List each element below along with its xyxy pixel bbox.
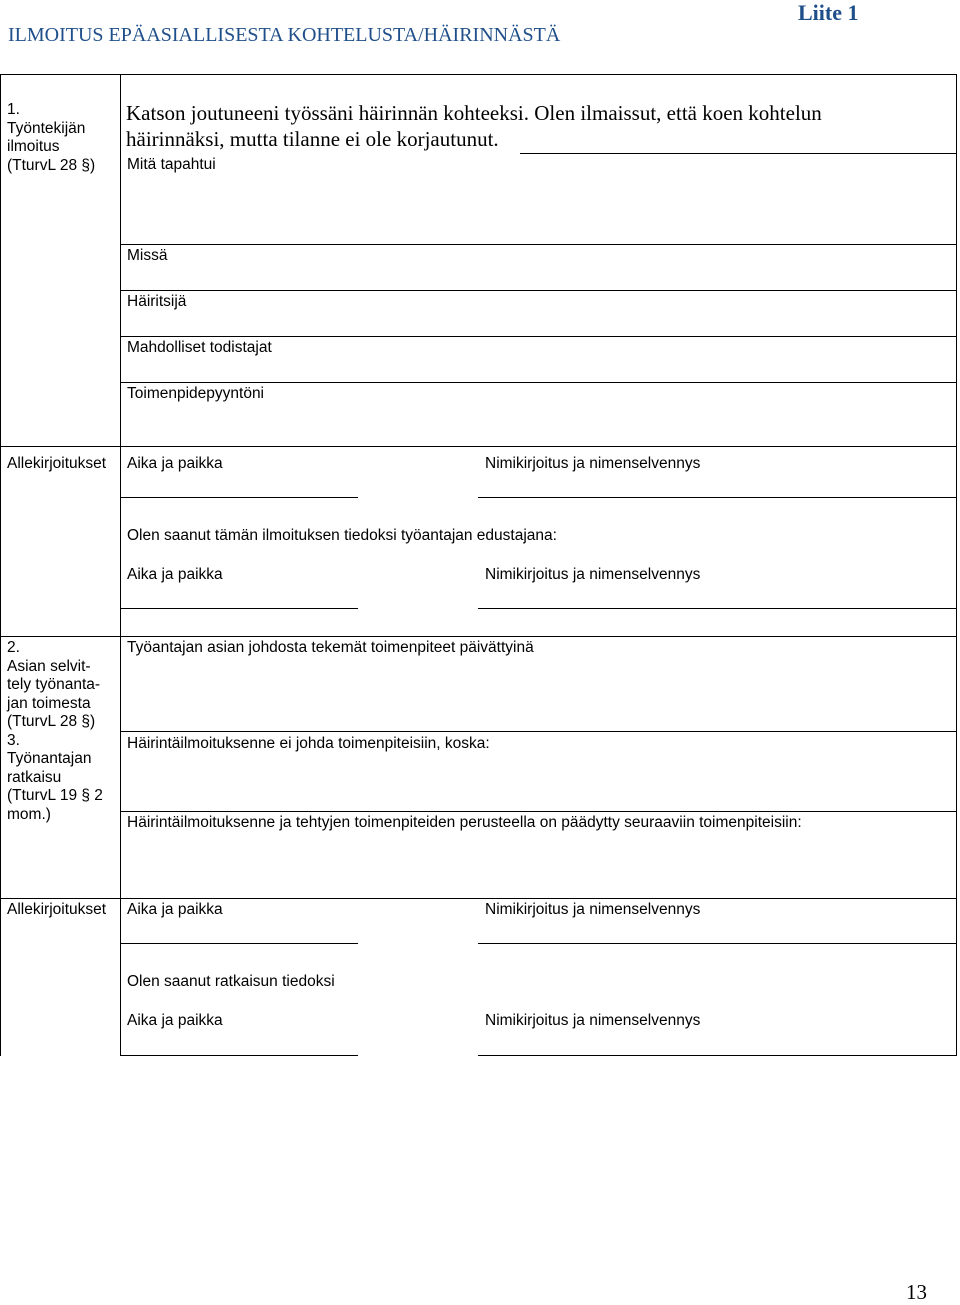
field-harasser[interactable]: Häiritsijä <box>127 293 187 310</box>
field-measures-dated[interactable]: Työantajan asian johdosta tekemät toimenpiteet päivättyinä <box>127 639 534 656</box>
signatures-label: Allekirjoitukset <box>7 901 107 918</box>
page-number: 13 <box>906 1280 927 1304</box>
table-right-border <box>956 74 957 1056</box>
time-place-line[interactable] <box>120 943 358 944</box>
divider <box>0 636 957 637</box>
signatures-label: Allekirjoitukset <box>7 455 107 472</box>
divider <box>120 244 956 245</box>
employee-statement: Katson joutuneeni työssäni häirinnän kohteeksi. Olen ilmaissut, että koen kohtelun häirinnäksi, mutta tilanne ei ole korjautunut. <box>126 101 822 151</box>
received-notice-text: Olen saanut tämän ilmoituksen tiedoksi työantajan edustajana: <box>127 527 557 544</box>
field-requested-action[interactable]: Toimenpidepyyntöni <box>127 385 265 402</box>
table-left-border <box>0 74 1 1056</box>
field-where[interactable]: Missä <box>127 247 168 264</box>
divider <box>0 898 957 899</box>
section1-label: 1. Työntekijän ilmoitus (TturvL 28 §) <box>7 101 96 174</box>
signature-name-label: Nimikirjoitus ja nimenselvennys <box>485 455 701 472</box>
divider <box>120 382 956 383</box>
signature-line[interactable] <box>478 608 956 609</box>
signature-name-label: Nimikirjoitus ja nimenselvennys <box>485 901 701 918</box>
divider <box>120 731 956 732</box>
field-no-measures[interactable]: Häirintäilmoituksenne ei johda toimenpiteisiin, koska: <box>127 735 490 752</box>
time-place-label: Aika ja paikka <box>127 1012 223 1029</box>
divider <box>520 153 956 154</box>
time-place-line[interactable] <box>120 1055 358 1056</box>
field-what-happened[interactable]: Mitä tapahtui <box>127 156 216 173</box>
time-place-label: Aika ja paikka <box>127 455 223 472</box>
divider <box>0 446 957 447</box>
time-place-line[interactable] <box>120 497 358 498</box>
divider <box>120 336 956 337</box>
signature-line[interactable] <box>478 1055 956 1056</box>
received-decision-text: Olen saanut ratkaisun tiedoksi <box>127 973 335 990</box>
column-divider <box>120 74 121 1056</box>
time-place-label: Aika ja paikka <box>127 566 223 583</box>
signature-name-label: Nimikirjoitus ja nimenselvennys <box>485 1012 701 1029</box>
divider <box>120 290 956 291</box>
appendix-label: Liite 1 <box>798 0 859 25</box>
signature-name-label: Nimikirjoitus ja nimenselvennys <box>485 566 701 583</box>
divider <box>120 811 956 812</box>
field-following-measures[interactable]: Häirintäilmoituksenne ja tehtyjen toimenpiteiden perusteella on päädytty seuraaviin toimenpiteisiin: <box>127 814 802 831</box>
time-place-line[interactable] <box>120 608 358 609</box>
table-top-border <box>0 74 957 75</box>
signature-line[interactable] <box>478 497 956 498</box>
time-place-label: Aika ja paikka <box>127 901 223 918</box>
section2-label: 2. Asian selvit- tely työnanta- jan toimesta (TturvL 28 §) 3. Työnantajan ratkaisu (TturvL 19 § 2 mom.) <box>7 639 103 823</box>
signature-line[interactable] <box>478 943 956 944</box>
field-witnesses[interactable]: Mahdolliset todistajat <box>127 339 272 356</box>
form-title: ILMOITUS EPÄASIALLISESTA KOHTELUSTA/HÄIRINNÄSTÄ <box>8 24 561 46</box>
